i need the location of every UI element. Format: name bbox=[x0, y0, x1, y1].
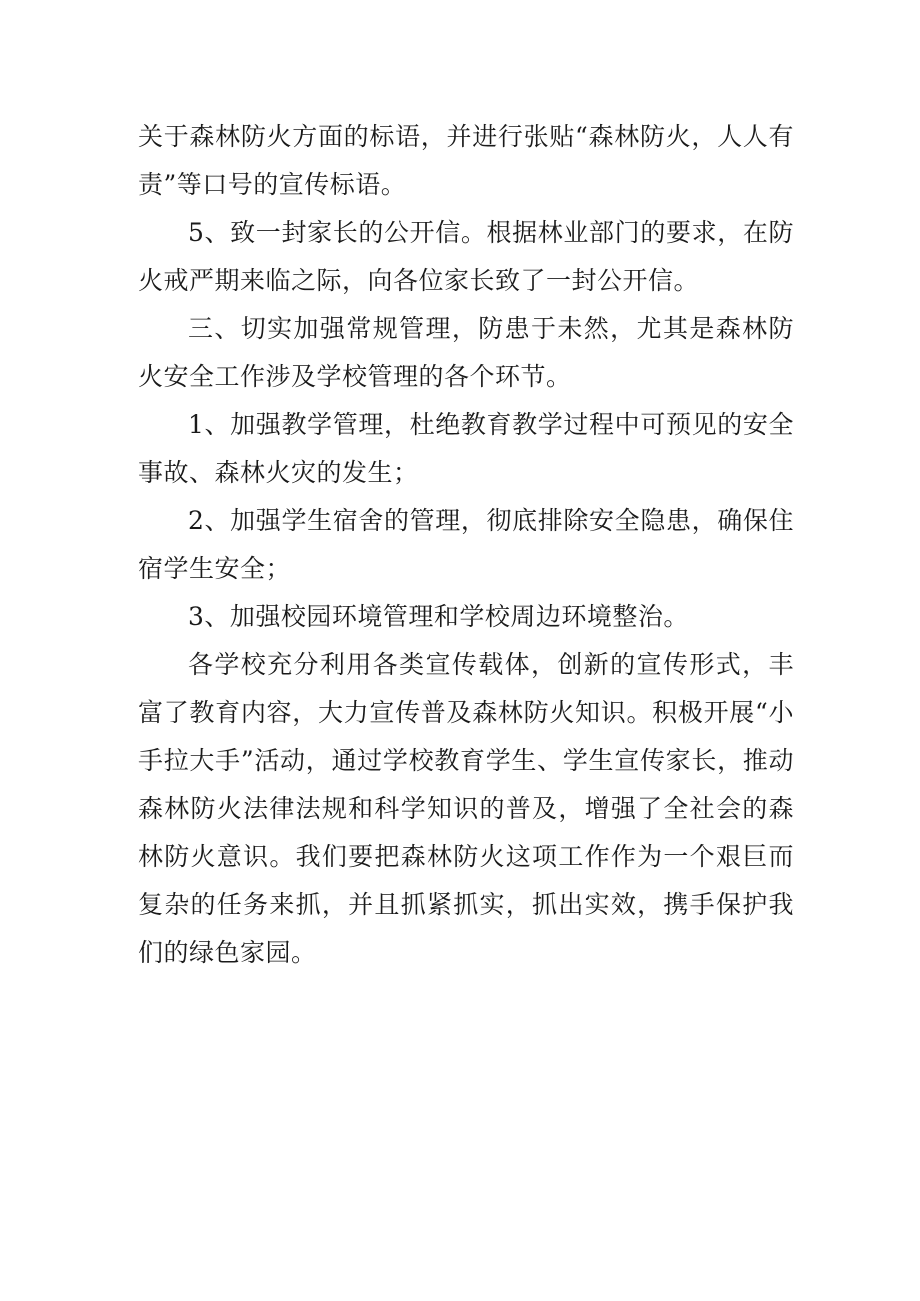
paragraph-item-teaching: 1、加强教学管理，杜绝教育教学过程中可预见的安全事故、森林火灾的发生； bbox=[138, 410, 794, 487]
paragraph-item-campus: 3、加强校园环境管理和学校周边环境整治。 bbox=[188, 602, 689, 631]
paragraph-section-three: 三、切实加强常规管理，防患于未然，尤其是森林防火安全工作涉及学校管理的各个环节。 bbox=[138, 314, 794, 391]
paragraph-parent-letter: 5、致一封家长的公开信。根据林业部门的要求，在防火戒严期来临之际，向各位家长致了一封公开信。 bbox=[138, 218, 794, 295]
paragraph-slogan: 关于森林防火方面的标语，并进行张贴“森林防火，人人有责”等口号的宣传标语。 bbox=[138, 122, 794, 199]
paragraph-item-dormitory: 2、加强学生宿舍的管理，彻底排除安全隐患，确保住宿学生安全； bbox=[138, 506, 794, 583]
document-body bbox=[138, 113, 794, 977]
paragraph-conclusion: 各学校充分利用各类宣传载体，创新的宣传形式，丰富了教育内容，大力宣传普及森林防火知识。积极开展“小手拉大手”活动，通过学校教育学生、学生宣传家长，推动森林防火法律法规和科学知识的普及，增强了全社会的森林防火意识。我们要把森林防火这项工作作为一个艰巨而复杂的任务来抓，并且抓紧抓实，抓出实效，携手保护我们的绿色家园。 bbox=[138, 650, 794, 967]
